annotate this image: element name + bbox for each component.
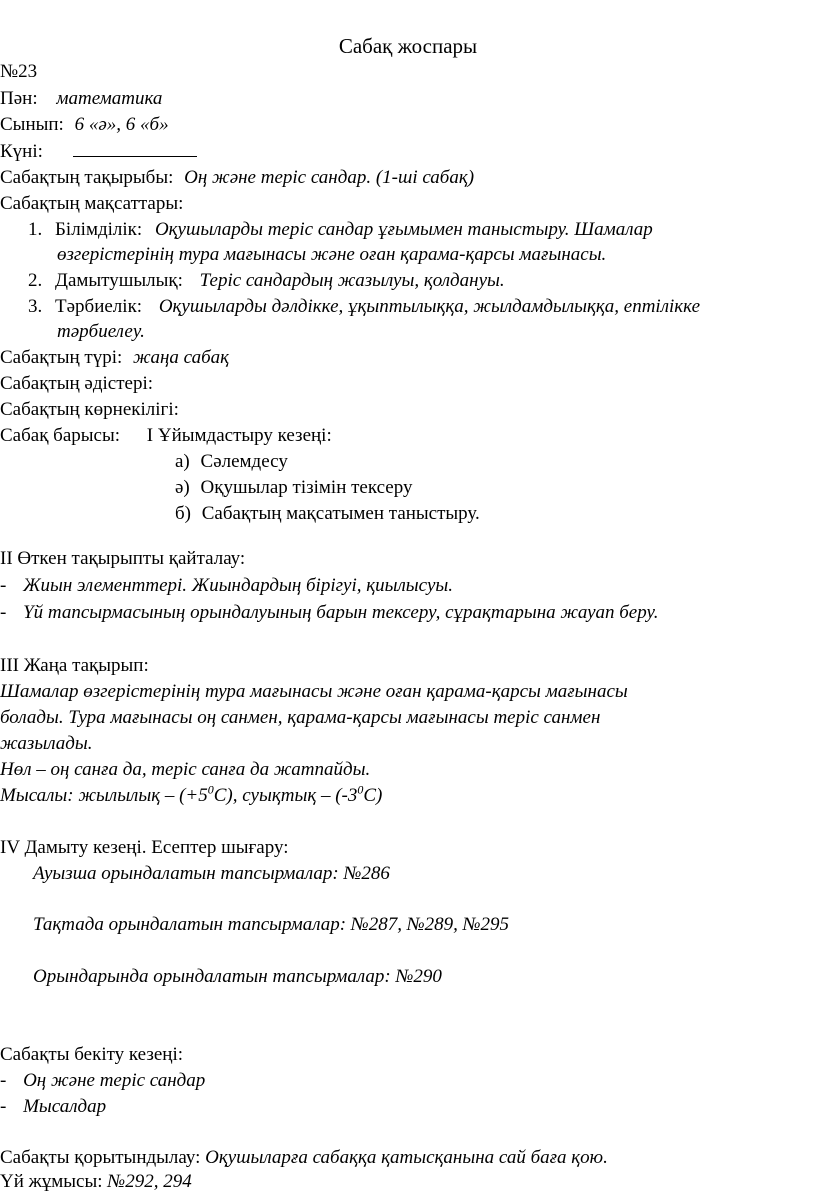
degree-sup: 0 [357, 782, 364, 797]
type-value: жаңа сабақ [133, 347, 230, 368]
type-row [0, 346, 229, 370]
review-heading: II Өткен тақырыпты қайталау: [0, 548, 246, 569]
step-text: Сабақтың мақсатымен таныстыру. [201, 503, 480, 524]
new-topic-line: жазылады. [0, 733, 93, 754]
goals-label: Сабақтың мақсаттары: [0, 193, 184, 214]
dash-bullet: - [0, 1070, 7, 1091]
day-label: Күні: [0, 141, 43, 162]
subject-label: Пән: [0, 88, 38, 109]
consolidation-item [0, 1095, 106, 1119]
consolidation-item [0, 1069, 205, 1093]
process-step [175, 476, 412, 500]
seat-tasks: Орындарында орындалатын тапсырмалар: №290 [33, 966, 442, 987]
day-row [0, 140, 197, 164]
lesson-number: №23 [0, 61, 38, 82]
review-item-text: Үй тапсырмасының орындалуының барын тексеру, сұрақтарына жауап беру. [23, 602, 659, 623]
development-heading: IV Дамыту кезеңі. Есептер шығару: [0, 837, 289, 858]
goal-label: Тәрбиелік: [55, 296, 143, 317]
goal-label: Дамытушылық: [55, 270, 183, 291]
goal-text-cont: тәрбиелеу. [57, 321, 145, 342]
consolidation-item-text: Оң және теріс сандар [23, 1070, 206, 1091]
type-label: Сабақтың түрі: [0, 347, 123, 368]
step-marker: ә) [175, 477, 190, 498]
summary-value: Оқушыларға сабаққа қатысқанына сай баға қою. [205, 1147, 608, 1168]
subject-row [0, 87, 162, 111]
process-row [0, 424, 332, 448]
example-text: Мысалы: жылылық – (+5 [0, 785, 208, 806]
review-item [0, 601, 658, 625]
goal-number: 3. [28, 296, 43, 317]
summary-label: Сабақты қорытындылау: [0, 1147, 201, 1168]
summary-row [0, 1146, 608, 1170]
grade-value: 6 «ә», 6 «б» [74, 114, 169, 135]
goal-item [28, 218, 653, 242]
example-text: С), суықтық – (-3 [213, 785, 358, 806]
dash-bullet: - [0, 602, 7, 623]
consolidation-item-text: Мысалдар [23, 1096, 107, 1117]
goal-text: Оқушыларды теріс сандар ұғымымен таныстыру. Шамалар [154, 219, 653, 240]
review-item [0, 574, 453, 598]
step-marker: б) [175, 503, 191, 524]
degree-sup: 0 [207, 782, 214, 797]
dash-bullet: - [0, 575, 7, 596]
review-item-text: Жиын элементтері. Жиындардың бірігуі, қиылысуы. [23, 575, 453, 596]
example-text: С) [363, 785, 383, 806]
new-topic-line: Нөл – оң санға да, теріс санға да жатпайды. [0, 759, 371, 780]
topic-value: Оң және теріс сандар. (1-ші сабақ) [184, 167, 475, 188]
grade-row [0, 113, 169, 137]
homework-value: №292, 294 [107, 1171, 192, 1192]
day-blank-line [73, 140, 197, 157]
goal-label: Білімділік: [55, 219, 143, 240]
step-marker: а) [175, 451, 190, 472]
goal-number: 2. [28, 270, 43, 291]
process-step [175, 450, 288, 474]
new-topic-line: болады. Тура мағынасы оң санмен, қарама-қарсы мағынасы теріс санмен [0, 707, 601, 728]
topic-row [0, 166, 474, 190]
goal-number: 1. [28, 219, 43, 240]
page-title: Сабақ жоспары [338, 34, 478, 58]
homework-label: Үй жұмысы: [0, 1171, 103, 1192]
goal-text: Теріс сандардың жазылуы, қолдануы. [199, 270, 505, 291]
new-topic-line: Шамалар өзгерістерінің тура мағынасы және оған қарама-қарсы мағынасы [0, 681, 628, 702]
step-text: Сәлемдесу [200, 451, 288, 472]
oral-tasks: Ауызша орындалатын тапсырмалар: №286 [33, 863, 390, 884]
process-label: Сабақ барысы: [0, 425, 121, 446]
goal-item [28, 295, 700, 319]
homework-row [0, 1170, 192, 1194]
process-stage: I Ұйымдастыру кезеңі: [146, 425, 332, 446]
goal-text: Оқушыларды дәлдікке, ұқыптылыққа, жылдамдылыққа, ептілікке [158, 296, 701, 317]
consolidation-heading: Сабақты бекіту кезеңі: [0, 1044, 184, 1065]
new-topic-heading: III Жаңа тақырып: [0, 655, 149, 676]
step-text: Оқушылар тізімін тексеру [200, 477, 413, 498]
goal-item [28, 269, 505, 293]
visuals-label: Сабақтың көрнекілігі: [0, 399, 179, 420]
board-tasks: Тақтада орындалатын тапсырмалар: №287, №289, №295 [33, 914, 510, 935]
goal-text-cont: өзгерістерінің тура мағынасы және оған қарама-қарсы мағынасы. [57, 244, 607, 265]
process-step [175, 502, 480, 526]
subject-value: математика [56, 88, 163, 109]
grade-label: Сынып: [0, 114, 64, 135]
topic-label: Сабақтың тақырыбы: [0, 167, 174, 188]
methods-label: Сабақтың әдістері: [0, 373, 154, 394]
new-topic-example [0, 784, 382, 808]
dash-bullet: - [0, 1096, 7, 1117]
